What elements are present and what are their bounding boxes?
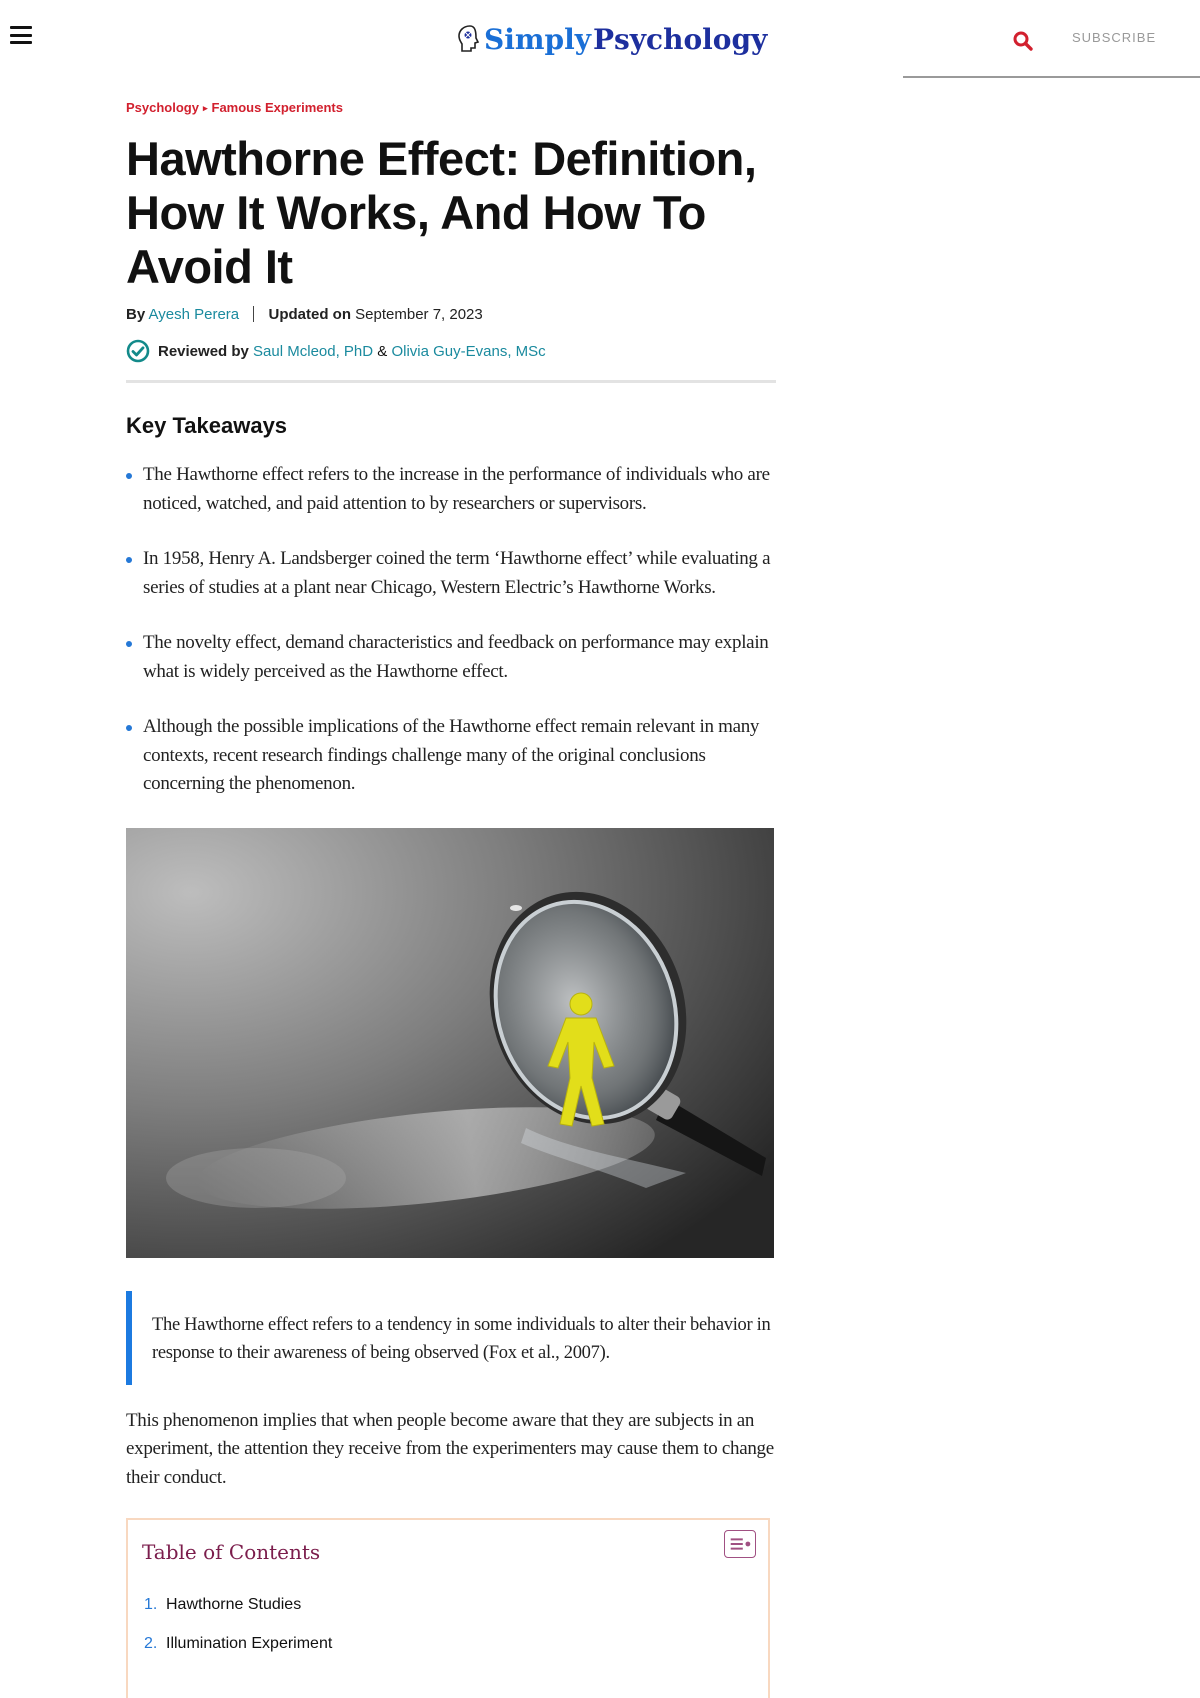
page-title: Hawthorne Effect: Definition, How It Works, And How To Avoid It — [126, 132, 757, 293]
updated-date: September 7, 2023 — [355, 306, 483, 323]
toc-item-number: 1. — [144, 1596, 158, 1613]
subscribe-link[interactable]: SUBSCRIBE — [1072, 30, 1157, 45]
breadcrumb-item-psychology[interactable]: Psychology — [126, 100, 199, 115]
reviewer-link-olivia-guy-evans[interactable]: Olivia Guy-Evans, MSc — [391, 342, 546, 360]
takeaway-text: Although the possible implications of the Hawthorne effect remain relevant in many contexts, recent research findings challenge many of the original conclusions concerning the phenomenon. — [143, 716, 760, 794]
byline-divider — [253, 306, 254, 322]
updated-label: Updated on — [268, 306, 351, 323]
table-of-contents — [126, 1518, 770, 1698]
head-logo-icon — [456, 24, 482, 54]
byline — [126, 306, 776, 330]
breadcrumb — [126, 100, 776, 122]
key-takeaways-heading: Key Takeaways — [126, 413, 288, 438]
list-item — [126, 545, 776, 602]
search-icon[interactable] — [1012, 30, 1034, 52]
list-item — [126, 629, 776, 686]
site-logo[interactable] — [456, 22, 767, 56]
body-paragraph: This phenomenon implies that when people become aware that they are subjects in an experiment, the attention they receive from the experimenters may cause them to change their conduct. — [126, 1409, 774, 1488]
toc-item-hawthorne-studies[interactable] — [144, 1596, 332, 1635]
toc-title: Table of Contents — [142, 1540, 321, 1564]
logo-text-psychology: Psychology — [592, 22, 768, 56]
by-label: By — [126, 306, 146, 323]
author-link[interactable]: Ayesh Perera — [148, 306, 240, 323]
hero-image — [126, 828, 774, 1258]
toc-toggle-icon[interactable] — [724, 1530, 756, 1558]
blockquote: The Hawthorne effect refers to a tendency in some individuals to alter their behavior in response to their awareness of being observed (Fox et al., 2007). — [126, 1291, 776, 1385]
list-item — [126, 461, 776, 518]
reviewed-by — [126, 338, 776, 364]
reviewer-separator: & — [377, 342, 388, 360]
takeaway-text: In 1958, Henry A. Landsberger coined the term ‘Hawthorne effect’ while evaluating a series of studies at a plant near Chicago, Western Electric’s Hawthorne Works. — [143, 548, 771, 598]
reviewed-label: Reviewed by — [158, 342, 249, 360]
key-takeaways-list — [126, 461, 776, 799]
toc-item-illumination-experiment[interactable] — [144, 1635, 332, 1674]
header-rule — [126, 380, 776, 383]
logo-text-simply: Simply — [484, 22, 591, 56]
takeaway-text: The Hawthorne effect refers to the increase in the performance of individuals who are noticed, watched, and paid attention to by researchers or supervisors. — [143, 464, 770, 514]
bullet-icon — [126, 473, 132, 479]
verified-check-icon — [126, 339, 150, 363]
article — [126, 100, 776, 1698]
toc-list — [144, 1596, 332, 1674]
toc-item-label: Hawthorne Studies — [166, 1596, 302, 1613]
bullet-icon — [126, 557, 132, 563]
takeaway-text: The novelty effect, demand characteristics and feedback on performance may explain what is widely perceived as the Hawthorne effect. — [143, 632, 769, 682]
menu-icon[interactable] — [10, 26, 32, 44]
bullet-icon — [126, 725, 132, 731]
toc-item-number: 2. — [144, 1635, 158, 1652]
breadcrumb-separator-icon: ▸ — [202, 103, 208, 113]
toc-item-label: Illumination Experiment — [166, 1635, 333, 1652]
breadcrumb-item-famous-experiments[interactable]: Famous Experiments — [211, 100, 343, 115]
site-header — [0, 0, 1200, 78]
reviewer-link-saul-mcleod[interactable]: Saul Mcleod, PhD — [253, 342, 374, 360]
header-divider — [903, 76, 1200, 78]
bullet-icon — [126, 641, 132, 647]
list-item — [126, 713, 776, 799]
